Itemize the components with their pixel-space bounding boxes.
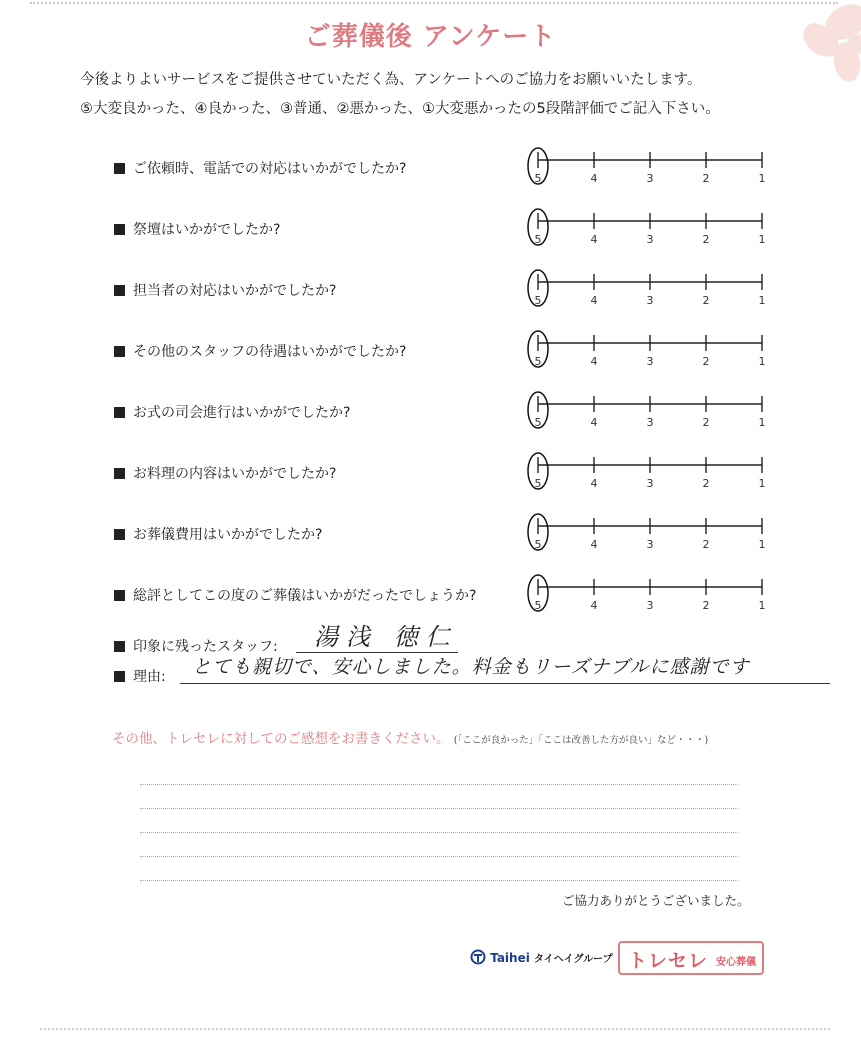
scale-number: 2	[702, 294, 710, 307]
scale-number: 1	[758, 172, 766, 185]
rating-scale	[520, 388, 780, 448]
question-text: お葬儀費用はいかがでしたか?	[133, 527, 323, 543]
staff-value[interactable]: 湯浅 徳仁	[314, 623, 458, 651]
scale-number: 1	[758, 538, 766, 551]
bullet-square-icon	[114, 407, 125, 418]
rating-scale	[520, 144, 780, 204]
scale-number: 3	[646, 172, 654, 185]
bullet-square-icon	[114, 671, 125, 682]
bullet-square-icon	[114, 285, 125, 296]
scale-number: 5	[534, 294, 542, 307]
reason-field	[114, 666, 166, 686]
scale-number: 5	[534, 477, 542, 490]
scale-number: 4	[590, 416, 598, 429]
other-heading-text: その他、トレセレに対してのご感想をお書きください。	[112, 731, 450, 747]
page-title: ご葬儀後 アンケート	[304, 22, 557, 52]
scale-number: 1	[758, 477, 766, 490]
toresere-logo	[618, 941, 764, 975]
bottom-border	[40, 1028, 830, 1030]
scale-number: 3	[646, 355, 654, 368]
scale-number: 4	[590, 355, 598, 368]
bullet-square-icon	[114, 468, 125, 479]
top-border	[30, 2, 838, 4]
scale-number: 3	[646, 416, 654, 429]
question-text: お料理の内容はいかがでしたか?	[133, 466, 337, 482]
taihei-mark-icon	[470, 949, 486, 965]
scale-number: 5	[534, 355, 542, 368]
comment-line[interactable]	[140, 856, 738, 857]
scale-number: 1	[758, 233, 766, 246]
scale-number: 2	[702, 599, 710, 612]
thanks-message: ご協力ありがとうございました。	[562, 893, 750, 908]
intro-text: 今後よりよいサービスをご提供させていただく為、アンケートへのご協力をお願いいたします。	[80, 72, 702, 88]
staff-label: 印象に残ったスタッフ:	[133, 639, 278, 655]
question-text: ご依頼時、電話での対応はいかがでしたか?	[133, 161, 407, 177]
other-hint-text: (「ここが良かった」「ここは改善した方が良い」など・・・)	[453, 735, 709, 746]
bullet-square-icon	[114, 590, 125, 601]
bullet-square-icon	[114, 529, 125, 540]
scale-number: 4	[590, 294, 598, 307]
taihei-group: タイヘイグループ	[533, 954, 613, 965]
scale-number: 2	[702, 416, 710, 429]
question-label	[114, 463, 336, 483]
scale-number: 5	[534, 599, 542, 612]
question-text: お式の司会進行はいかがでしたか?	[133, 405, 351, 421]
rating-scale	[520, 449, 780, 509]
scale-number: 1	[758, 294, 766, 307]
scale-number: 4	[590, 233, 598, 246]
rating-instructions: ⑤大変良かった、④良かった、③普通、②悪かった、①大変悪かったの5段階評価でご記入下さい。	[80, 101, 720, 117]
question-label	[114, 280, 336, 300]
reason-value[interactable]: とても親切で、安心しました。料金もリーズナブルに感謝です	[192, 656, 750, 678]
taihei-logo	[470, 949, 613, 965]
taihei-name: Taihei	[490, 951, 530, 965]
scale-number: 2	[702, 233, 710, 246]
comment-line[interactable]	[140, 880, 738, 881]
question-label	[114, 402, 350, 422]
rating-scale	[520, 327, 780, 387]
question-text: 祭壇はいかがでしたか?	[133, 222, 281, 238]
scale-number: 4	[590, 172, 598, 185]
scale-number: 5	[534, 172, 542, 185]
bullet-square-icon	[114, 346, 125, 357]
brand-name: トレセレ	[628, 950, 709, 972]
scale-number: 2	[702, 172, 710, 185]
reason-label: 理由:	[133, 669, 166, 685]
question-label	[114, 585, 476, 605]
question-label	[114, 158, 406, 178]
scale-number: 1	[758, 355, 766, 368]
scale-number: 4	[590, 599, 598, 612]
scale-number: 1	[758, 416, 766, 429]
comment-line[interactable]	[140, 808, 738, 809]
scale-number: 4	[590, 538, 598, 551]
brand-sub: 安心葬儀	[716, 957, 756, 968]
bullet-square-icon	[114, 163, 125, 174]
question-text: その他のスタッフの待遇はいかがでしたか?	[133, 344, 407, 360]
scale-number: 3	[646, 538, 654, 551]
bullet-square-icon	[114, 224, 125, 235]
comment-line[interactable]	[140, 784, 738, 785]
rating-scale	[520, 510, 780, 570]
question-text: 総評としてこの度のご葬儀はいかがだったでしょうか?	[133, 588, 477, 604]
scale-number: 5	[534, 233, 542, 246]
scale-number: 2	[702, 477, 710, 490]
bullet-square-icon	[114, 641, 125, 652]
question-label	[114, 524, 322, 544]
question-label	[114, 219, 280, 239]
scale-number: 3	[646, 294, 654, 307]
reason-underline	[180, 683, 830, 684]
other-comments-heading	[112, 727, 708, 747]
question-label	[114, 341, 406, 361]
scale-number: 1	[758, 599, 766, 612]
footer-logos	[470, 941, 770, 981]
scale-number: 3	[646, 599, 654, 612]
scale-number: 2	[702, 355, 710, 368]
rating-scale	[520, 205, 780, 265]
scale-number: 5	[534, 538, 542, 551]
scale-number: 3	[646, 233, 654, 246]
scale-number: 2	[702, 538, 710, 551]
rating-scale	[520, 571, 780, 631]
rating-scale	[520, 266, 780, 326]
scale-number: 3	[646, 477, 654, 490]
scale-number: 4	[590, 477, 598, 490]
scale-number: 5	[534, 416, 542, 429]
comment-line[interactable]	[140, 832, 738, 833]
question-text: 担当者の対応はいかがでしたか?	[133, 283, 337, 299]
